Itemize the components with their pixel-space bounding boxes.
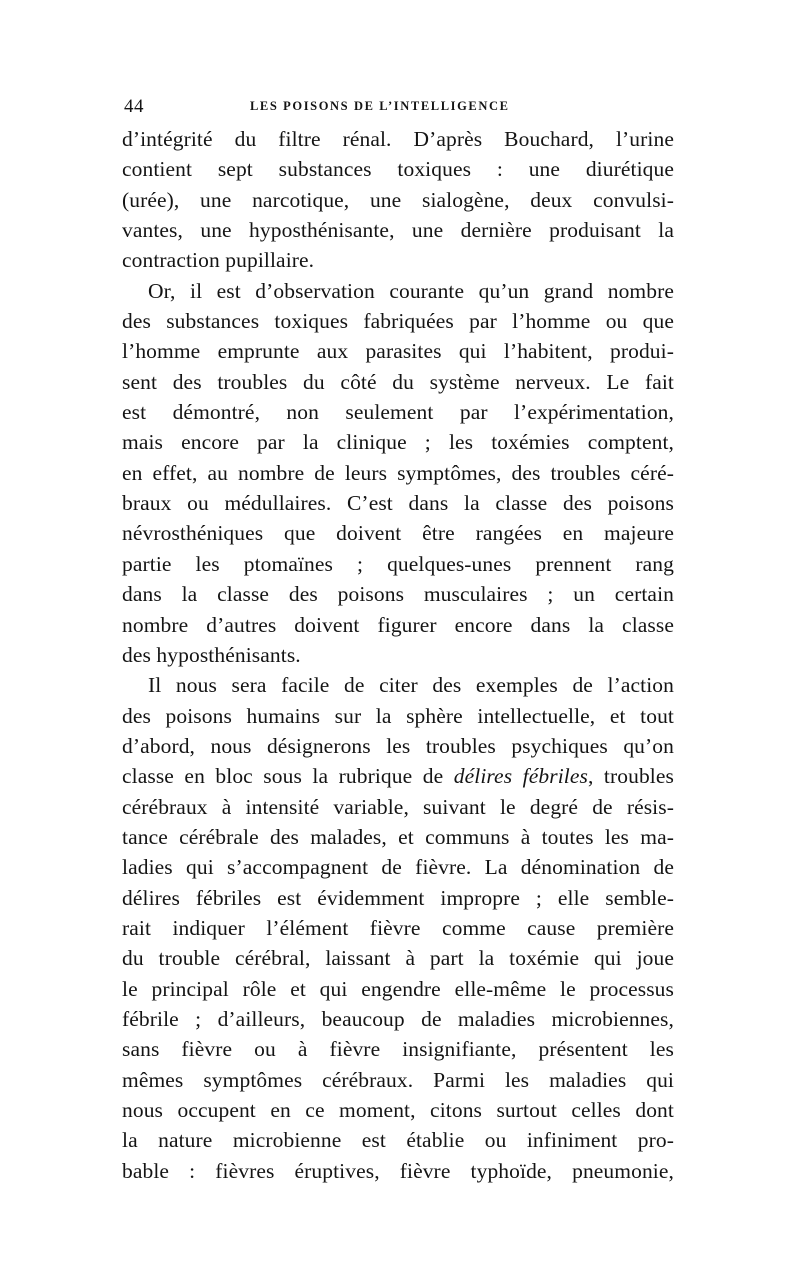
text-line: rait indiquer l’élément fièvre comme cause première bbox=[122, 915, 674, 940]
text-line: tance cérébrale des malades, et communs à toutes les ma- bbox=[122, 824, 674, 849]
text-line: la nature microbienne est établie ou infiniment pro- bbox=[122, 1128, 674, 1153]
text-line: cérébraux à intensité variable, suivant le degré de résis- bbox=[122, 794, 674, 819]
italic-phrase: délires fébriles bbox=[453, 764, 588, 789]
text-line: en effet, au nombre de leurs symptômes, des troubles céré- bbox=[122, 460, 674, 485]
text-line: mêmes symptômes cérébraux. Parmi les maladies qui bbox=[122, 1067, 674, 1092]
text-line: contraction pupillaire. bbox=[122, 248, 315, 273]
text-line: névrosthéniques que doivent être rangées en majeure bbox=[122, 521, 674, 546]
text-line: du trouble cérébral, laissant à part la toxémie qui joue bbox=[122, 946, 674, 971]
text-line: fébrile ; d’ailleurs, beaucoup de maladies microbiennes, bbox=[122, 1006, 674, 1031]
text-line: le principal rôle et qui engendre elle-même le processus bbox=[122, 976, 674, 1001]
page-header bbox=[124, 96, 674, 120]
text-line: mais encore par la clinique ; les toxémies comptent, bbox=[122, 430, 674, 455]
text-line: vantes, une hyposthénisante, une dernière produisant la bbox=[122, 218, 674, 243]
text-line: d’abord, nous désignerons les troubles psychiques qu’on bbox=[122, 733, 674, 758]
text-line: est démontré, non seulement par l’expérimentation, bbox=[122, 400, 674, 425]
body-text bbox=[122, 124, 674, 1186]
text-line: dans la classe des poisons musculaires ; un certain bbox=[122, 582, 674, 607]
text-line: partie les ptomaïnes ; quelques-unes prennent rang bbox=[122, 551, 674, 576]
text-line: bable : fièvres éruptives, fièvre typhoïde, pneumonie, bbox=[122, 1158, 674, 1183]
text-line: d’intégrité du filtre rénal. D’après Bouchard, l’urine bbox=[122, 127, 674, 151]
text-line: des substances toxiques fabriquées par l’homme ou que bbox=[122, 309, 674, 334]
text-line: sent des troubles du côté du système nerveux. Le fait bbox=[122, 369, 674, 394]
text-line: nous occupent en ce moment, citons surtout celles dont bbox=[122, 1098, 674, 1122]
page-number: 44 bbox=[124, 96, 144, 117]
text-line: Or, il est d’observation courante qu’un grand nombre bbox=[148, 278, 674, 303]
running-title: LES POISONS DE L’INTELLIGENCE bbox=[250, 99, 510, 113]
text-line: nombre d’autres doivent figurer encore dans la classe bbox=[122, 612, 674, 637]
text-line bbox=[122, 761, 674, 791]
text-line: contient sept substances toxiques : une diurétique bbox=[122, 157, 674, 182]
text-line: délires fébriles est évidemment impropre ; elle semble- bbox=[122, 885, 674, 910]
text-segment: , troubles bbox=[587, 764, 674, 789]
text-line: l’homme emprunte aux parasites qui l’habitent, produi- bbox=[122, 339, 674, 364]
text-line: sans fièvre ou à fièvre insignifiante, présentent les bbox=[122, 1037, 674, 1062]
text-line: (urée), une narcotique, une sialogène, deux convulsi- bbox=[122, 187, 674, 212]
text-line: des poisons humains sur la sphère intellectuelle, et tout bbox=[122, 703, 674, 728]
text-line: des hyposthénisants. bbox=[122, 642, 301, 667]
text-line: ladies qui s’accompagnent de fièvre. La dénomination de bbox=[122, 855, 674, 880]
text-line: Il nous sera facile de citer des exemples de l’action bbox=[148, 673, 674, 698]
text-line: braux ou médullaires. C’est dans la classe des poisons bbox=[122, 491, 674, 516]
text-segment: classe en bloc sous la rubrique de bbox=[122, 764, 454, 789]
